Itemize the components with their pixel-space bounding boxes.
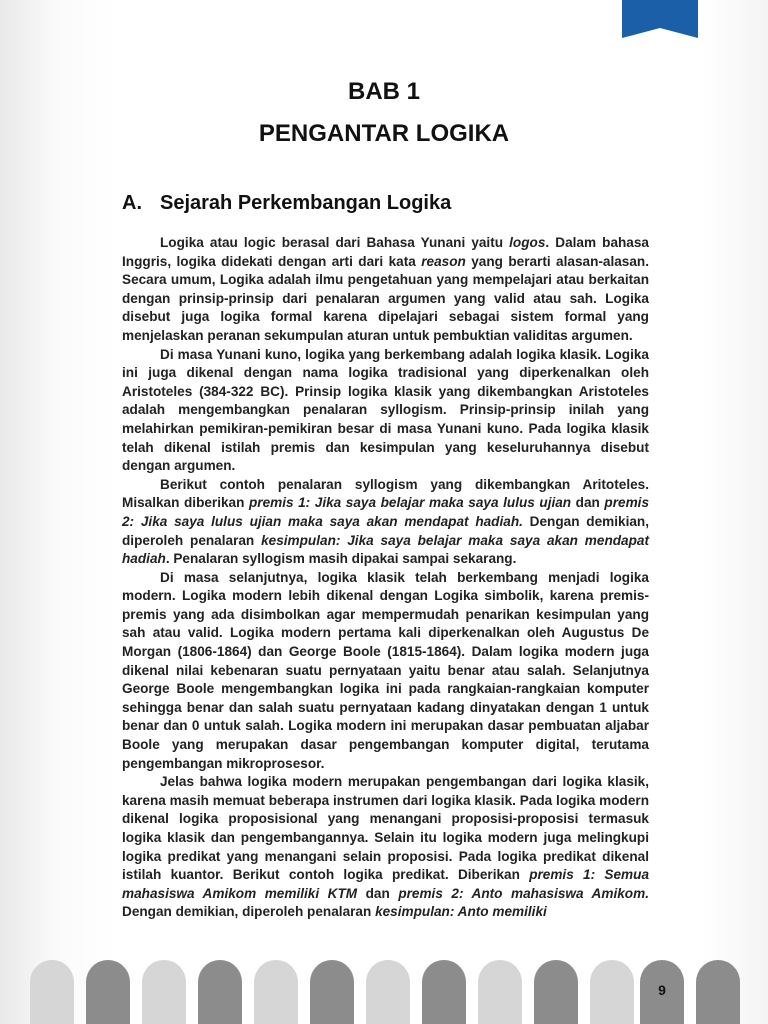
footer-tab <box>590 960 634 1024</box>
text-run: Logika atau logic berasal dari Bahasa Yunani yaitu <box>160 235 510 250</box>
italic-run: premis 2: Jika saya lulus ujian maka saya akan mendapat hadiah. <box>122 495 649 529</box>
footer-tab <box>142 960 186 1024</box>
footer-tab <box>478 960 522 1024</box>
italic-run: reason <box>421 253 466 269</box>
italic-run: premis 1: Semua mahasiswa Amikom memiliki KTM <box>122 867 650 901</box>
text-run: Di masa Yunani kuno, logika yang berkembang adalah logika klasik. Logika ini juga dikenal dengan nama logika tradisional yang diperkenalkan oleh Aristoteles (384-322 BC). Prinsip logika klasik yang dikembangkan Aristoteles adalah mengembangkan penalaran syllogism. Prinsip-prinsip inilah yang melahirkan pemikiran-pemikiran besar di masa Yunani kuno. Pada logika klasik telah dikenal istilah premis dan kesimpulan yang keseluruhannya disebut dengan argumen. <box>122 346 649 474</box>
footer-tab <box>534 960 578 1024</box>
italic-run: kesimpulan: Anto memiliki <box>375 904 547 920</box>
text-run: Berikut contoh penalaran syllogism yang dikembangkan Aritoteles. Misalkan diberikan <box>122 476 649 511</box>
footer-tab <box>254 960 298 1024</box>
text-run: Dengan demikian, diperoleh penalaran <box>122 513 649 548</box>
footer-tab <box>30 960 74 1024</box>
section-heading <box>122 192 451 215</box>
chapter-number: BAB 1 <box>347 78 420 105</box>
text-run: . Dalam bahasa Inggris, logika didekati dengan arti dari kata <box>122 235 649 269</box>
paragraph <box>122 773 649 922</box>
footer-tab <box>86 960 130 1024</box>
italic-run: kesimpulan: Jika saya belajar maka saya akan mendapat hadiah <box>122 532 649 567</box>
section-title: Sejarah Perkembangan Logika <box>160 192 452 214</box>
text-run: Dengan demikian, diperoleh penalaran <box>122 904 376 920</box>
paragraph <box>122 476 649 569</box>
text-run: dan <box>357 885 399 901</box>
chapter-title: PENGANTAR LOGIKA <box>258 120 510 147</box>
footer-tab <box>696 960 740 1024</box>
page-number: 9 <box>640 960 684 1024</box>
footer-tab <box>366 960 410 1024</box>
text-run: yang berarti alasan-alasan. Secara umum, Logika adalah ilmu pengetahuan yang mempelajari atau berkaitan dengan prinsip-prinsip dari penalaran argumen yang valid atau sah. Logika disebut juga logika formal karena dipelajari sebagai sistem formal yang menjelaskan peranan sekumpulan aturan untuk pembuktian validitas argumen. <box>122 253 649 343</box>
paragraph <box>122 346 649 476</box>
text-run: Jelas bahwa logika modern merupakan pengembangan dari logika klasik, karena masih memuat beberapa instrumen dari logika klasik. Pada logika modern dikenal logika proposisional yang menangani proposisi-proposisi termasuk logika klasik dan pengembangannya. Selain itu logika modern juga melingkupi logika predikat yang menangani selain proposisi. Pada logika predikat dikenal istilah kuantor. Berikut contoh logika predikat. Diberikan <box>122 774 649 883</box>
text-run: . Penalaran syllogism masih dipakai sampai sekarang. <box>165 551 517 567</box>
text-run: dan <box>571 495 605 511</box>
bookmark-ribbon <box>622 0 698 28</box>
footer-tab <box>422 960 466 1024</box>
footer-tab <box>310 960 354 1024</box>
section-label: A. <box>122 192 142 214</box>
text-run: Di masa selanjutnya, logika klasik telah berkembang menjadi logika modern. Logika modern lebih dikenal dengan Logika simbolik, karena premis-premis yang ada disimbolkan agar mempermudah penarikan kesimpulan yang sah atau valid. Logika modern pertama kali diperkenalkan oleh Augustus De Morgan (1806-1864) dan George Boole (1815-1864). Dalam logika modern juga dikenal nilai kebenaran suatu pernyataan yaitu benar atau salah. Selanjutnya George Boole mengembangkan logika ini pada rangkaian-rangkaian komputer sehingga benar dan salah suatu pernyataan kadang dinyatakan dengan 1 untuk benar dan 0 untuk salah. Logika modern ini merupakan dasar pembuatan aljabar Boole yang merupakan dasar pengembangan komputer digital, terutama pengembangan mikroprosesor. <box>122 569 649 771</box>
body-text <box>122 234 649 922</box>
footer-tab <box>198 960 242 1024</box>
paragraph <box>122 234 649 346</box>
italic-run: logos <box>509 235 546 250</box>
italic-run: premis 1: Jika saya belajar maka saya lulus ujian <box>248 495 572 511</box>
italic-run: premis 2: Anto mahasiswa Amikom. <box>398 885 649 901</box>
paragraph <box>122 569 649 774</box>
